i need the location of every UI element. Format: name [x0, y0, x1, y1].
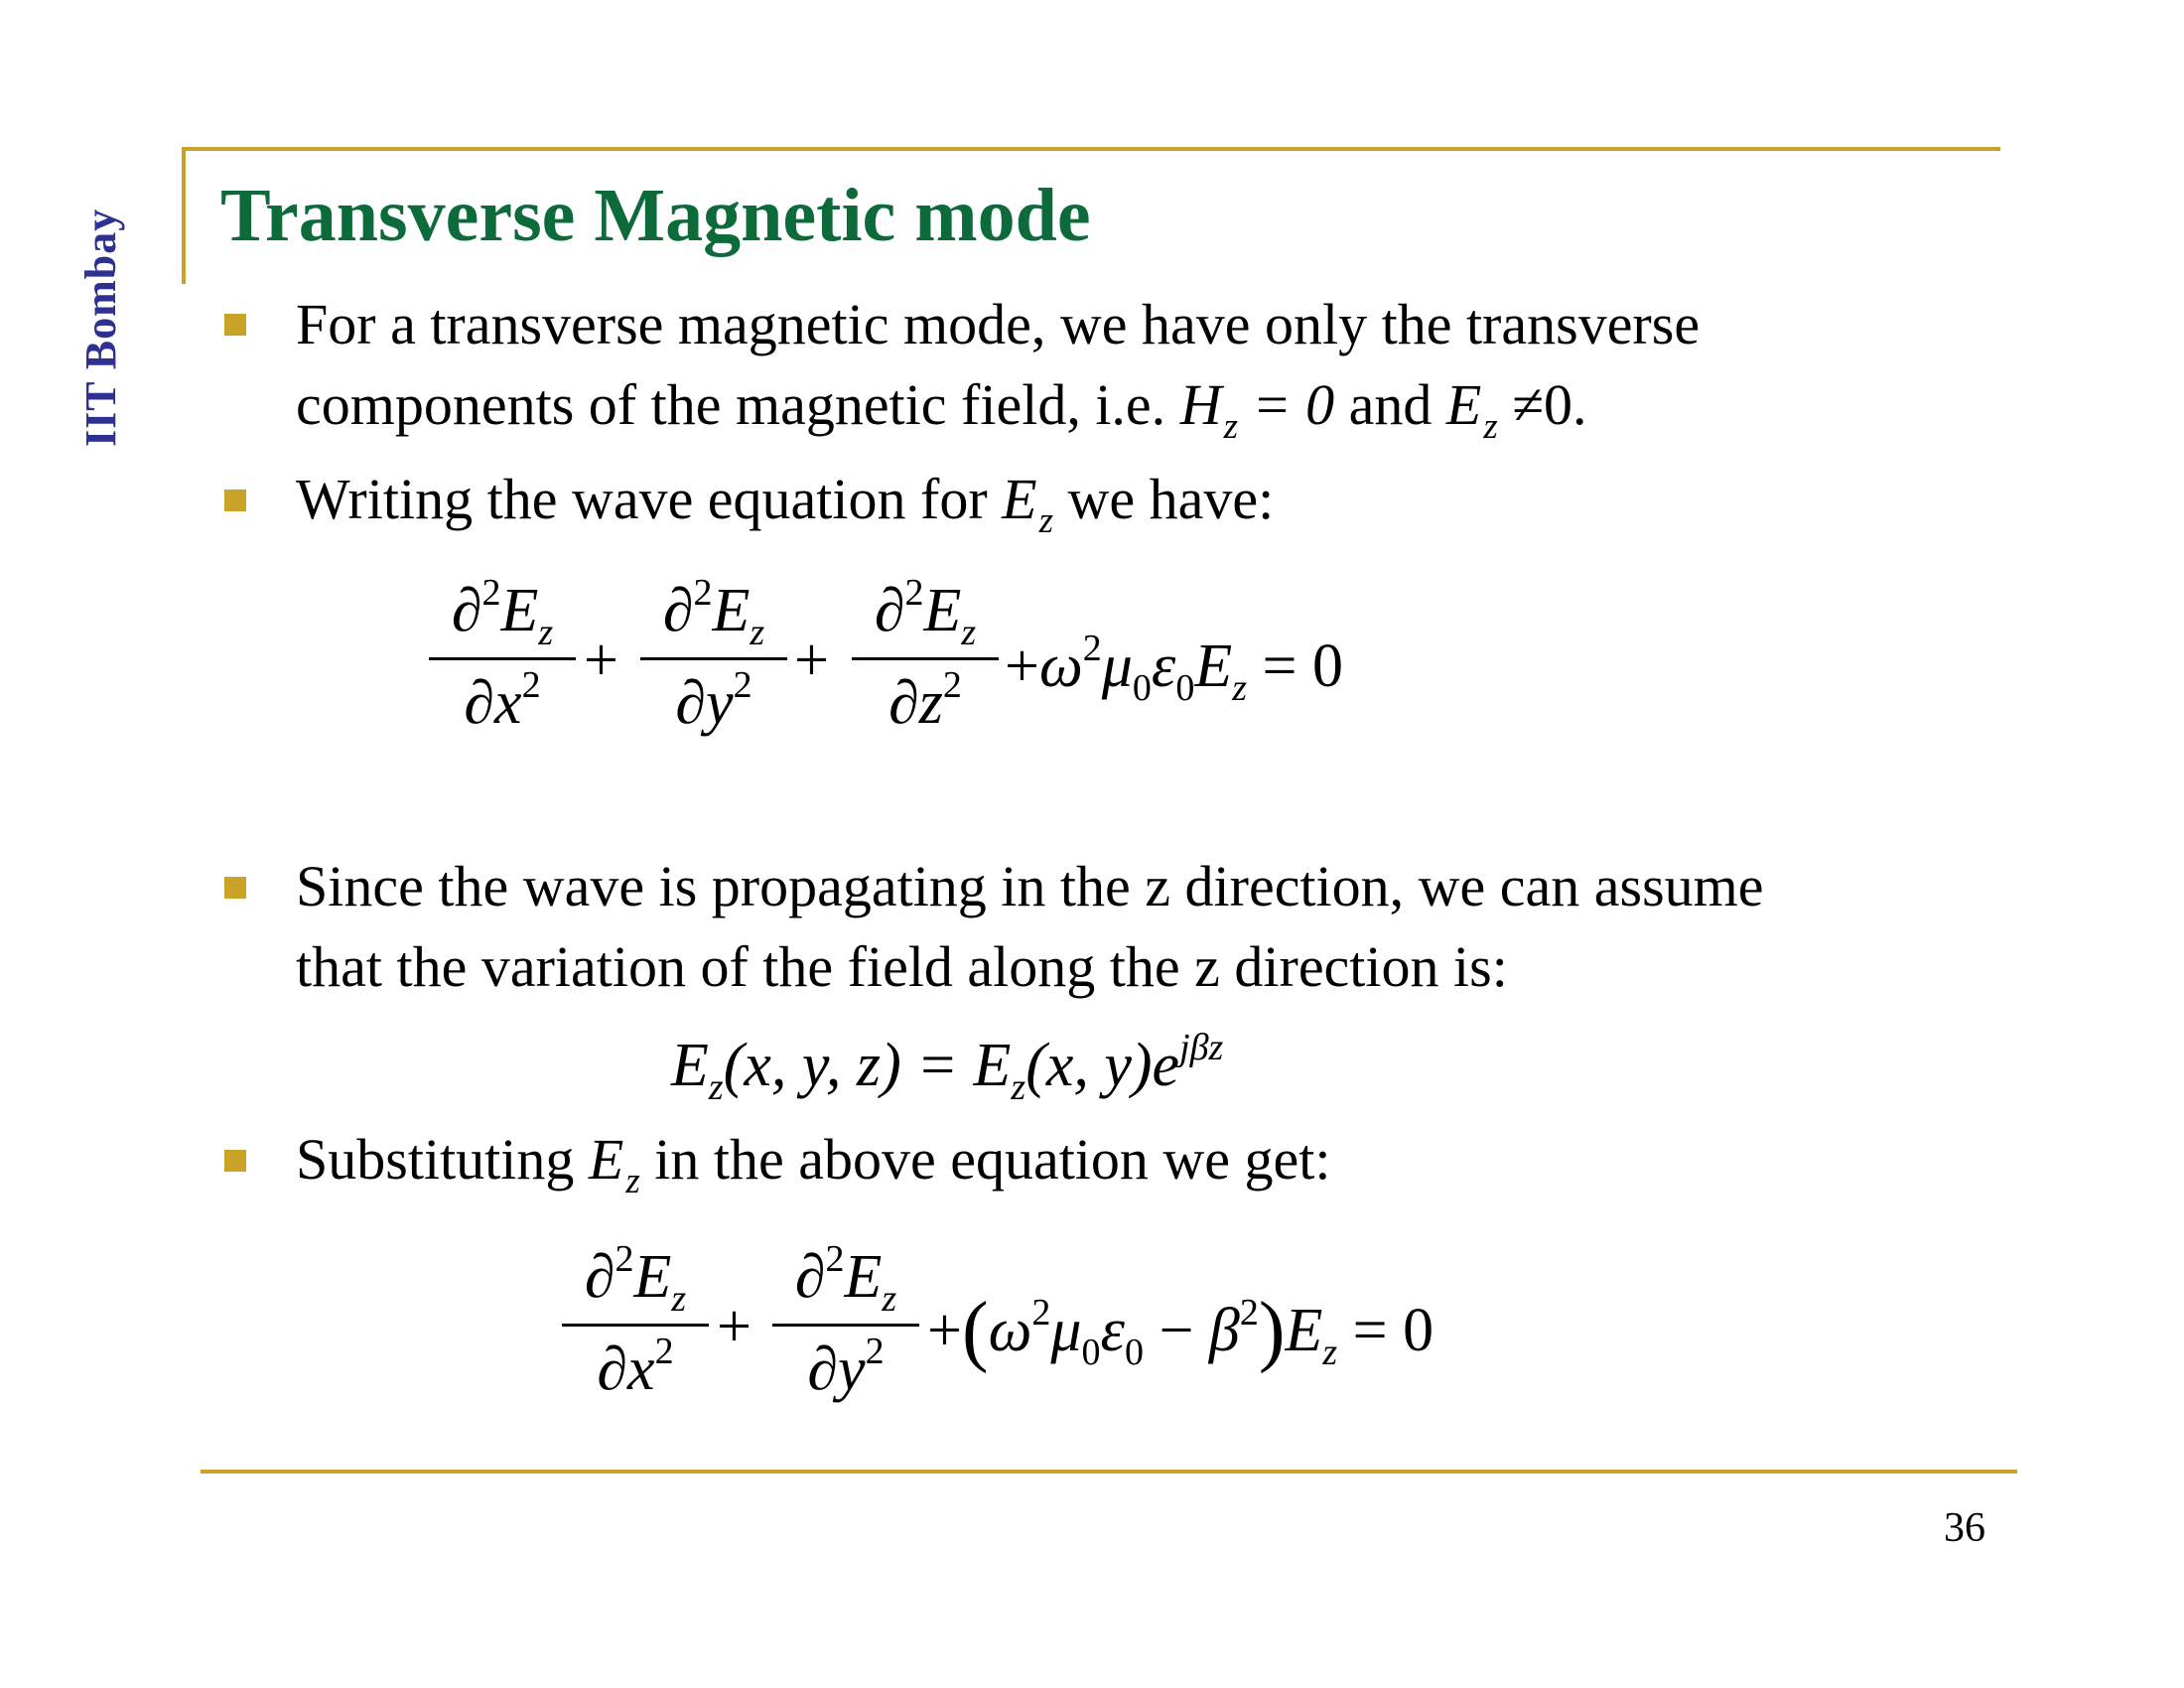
bullet-3-line-2: that the variation of the field along the z direction is:	[296, 934, 1508, 999]
bullet-square-icon	[224, 314, 246, 336]
page-number: 36	[1944, 1505, 1985, 1551]
fraction-d2ez-dy2: $\partial^2E_z$ $\partial y^2$	[772, 1240, 919, 1400]
bottom-rule	[201, 1470, 2017, 1474]
left-rule	[182, 147, 186, 284]
bullet-square-icon	[224, 877, 246, 899]
fraction-d2ez-dx2: $\partial^2E_z$ $\partial x^2$	[562, 1240, 709, 1400]
top-rule	[182, 147, 2000, 151]
hz-variable: H	[1179, 372, 1222, 437]
side-label: IIT Bombay	[76, 208, 125, 447]
fraction-d2ez-dy2: $\partial^2E_z$ $\partial y^2$	[640, 574, 787, 734]
slide-title: Transverse Magnetic mode	[220, 174, 1091, 257]
ez-variable: E	[1445, 372, 1482, 437]
fraction-d2ez-dz2: $\partial^2E_z$ $\partial z^2$	[852, 574, 999, 734]
bullet-1-line-1: For a transverse magnetic mode, we have only the transverse	[296, 292, 1701, 356]
bullet-3-line-1: Since the wave is propagating in the z direction, we can assume	[296, 854, 1764, 918]
bullet-1-line-2: components of the magnetic field, i.e. $H_z = 0$ and $E_z \ne 0$.	[296, 372, 1587, 447]
bullet-4-text: Substituting $E_z$ in the above equation we get:	[296, 1127, 1331, 1201]
bullet-square-icon	[224, 1150, 246, 1172]
reduced-equation-tail: $+(\omega^2\mu_0\varepsilon_0 - \beta^2)E_z = 0$	[927, 1287, 1434, 1374]
bullet-square-icon	[224, 490, 246, 511]
bullet-2-text: Writing the wave equation for $E_z$ we have:	[296, 467, 1275, 541]
z-variation-equation: $E_z(x$, y, $z) = E_z(x$, $y)e^{j\beta z}$	[671, 1027, 1224, 1108]
wave-equation-tail: $+\omega^2\mu_0\varepsilon_0E_z = 0$	[1005, 628, 1343, 709]
fraction-d2ez-dx2: $\partial^2E_z$ $\partial x^2$	[429, 574, 576, 734]
